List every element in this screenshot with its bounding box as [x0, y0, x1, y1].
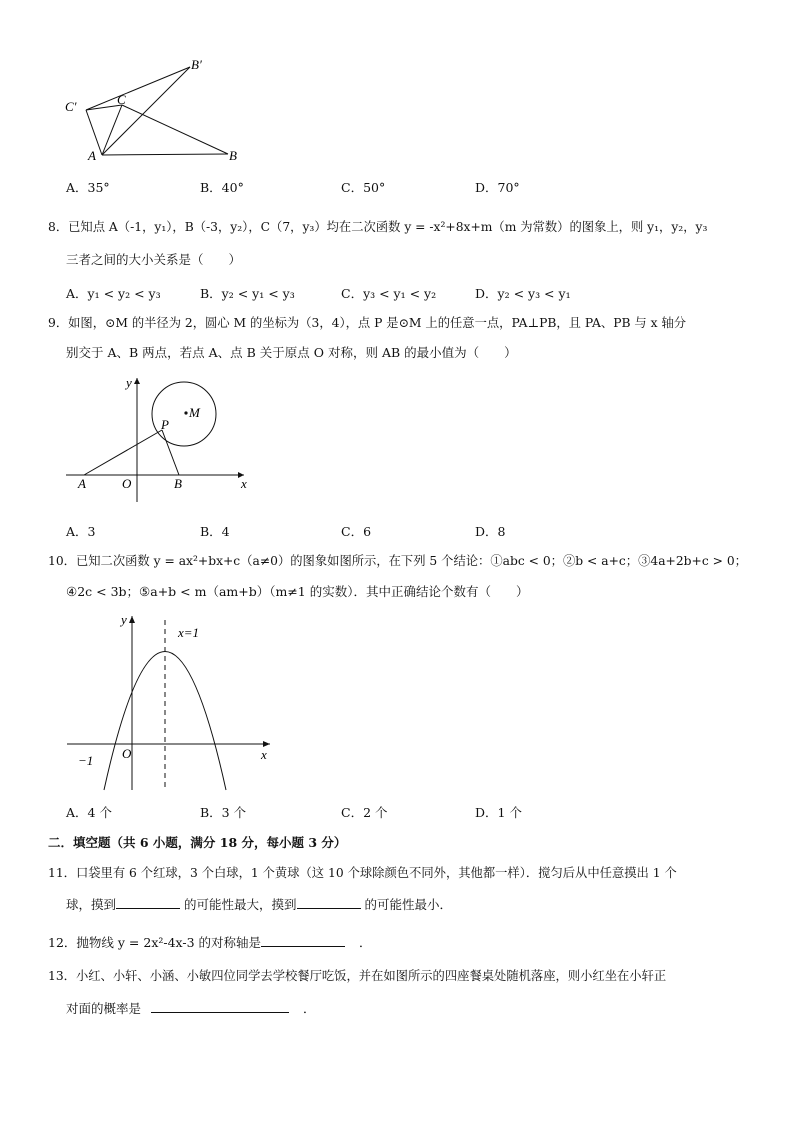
q13-blank[interactable]	[151, 1000, 289, 1013]
q9-stem-line1: 9．如图，⊙M 的半径为 2，圆心 M 的坐标为（3，4），点 P 是⊙M 上的任意一点，PA⊥PB，且 PA、PB 与 x 轴分	[48, 316, 687, 330]
q10-option-c[interactable]: C．2 个	[341, 805, 388, 820]
label-axis: x=1	[178, 625, 200, 640]
q8-stem-line2: 三者之间的大小关系是（ ）	[66, 252, 242, 267]
q11-text-3: 的可能性最小．	[364, 897, 453, 912]
q9-option-d[interactable]: D．8	[475, 524, 506, 539]
q9-stem-line2: 别交于 A、B 两点，若点 A、点 B 关于原点 O 对称，则 AB 的最小值为（ ）	[66, 345, 517, 360]
q10-stem-line1: 10．已知二次函数 y = ax²+bx+c（a≠0）的图象如图所示，在下列 5 个结论：①abc < 0；②b < a+c；③4a+2b+c > 0；	[48, 554, 747, 568]
q12-blank[interactable]	[261, 934, 345, 947]
q12-end: ．	[359, 935, 372, 950]
q13-end: ．	[302, 1001, 316, 1016]
q7-option-c[interactable]: C．50°	[341, 180, 386, 195]
label-b-prime: B′	[191, 57, 202, 72]
q13-stem-line2	[66, 1000, 316, 1018]
q10-option-a[interactable]: A．4 个	[66, 805, 112, 820]
q9-figure	[60, 370, 260, 505]
q8-option-a[interactable]: A．y₁ < y₂ < y₃	[66, 286, 161, 301]
label-b: B	[174, 476, 182, 491]
q9-option-b[interactable]: B．4	[200, 524, 230, 539]
q11-stem-line2	[66, 896, 452, 914]
q7-option-b[interactable]: B．40°	[200, 180, 244, 195]
q10-stem-line2: ④2c < 3b；⑤a+b < m（am+b）（m≠1 的实数）．其中正确结论个数有（ ）	[66, 584, 529, 599]
label-o: O	[122, 746, 132, 761]
label-b: B	[229, 148, 237, 163]
label-c: C	[117, 92, 126, 107]
label-a: A	[78, 476, 86, 491]
q13-stem-line1: 13．小红、小轩、小涵、小敏四位同学去学校餐厅吃饭，并在如图所示的四座餐桌处随机落座，则小红坐在小轩正	[48, 969, 667, 983]
section-2-title: 二．填空题（共 6 小题，满分 18 分，每小题 3 分）	[48, 835, 347, 850]
q11-blank-1[interactable]	[116, 896, 180, 909]
label-p: P	[161, 417, 169, 432]
label-o: O	[122, 476, 132, 491]
q10-option-d[interactable]: D．1 个	[475, 805, 522, 820]
label-x: x	[261, 747, 267, 762]
label-y: y	[126, 375, 132, 390]
label-c-prime: C′	[65, 99, 77, 114]
q7-figure	[60, 55, 260, 165]
q12-text: 12．抛物线 y = 2x²-4x-3 的对称轴是	[48, 935, 262, 950]
label-y: y	[121, 612, 127, 627]
q11-stem-line1: 11．口袋里有 6 个红球，3 个白球，1 个黄球（这 10 个球除颜色不同外，其他都一样）．搅匀后从中任意摸出 1 个	[48, 866, 677, 880]
q10-figure	[60, 608, 280, 793]
q11-text-2: 的可能性最大，摸到	[184, 897, 297, 912]
q13-text: 对面的概率是	[66, 1001, 142, 1016]
label-neg1: −1	[78, 753, 94, 768]
label-x: x	[241, 476, 247, 491]
q11-blank-2[interactable]	[297, 896, 361, 909]
q12-stem	[48, 934, 372, 952]
label-m: M	[189, 405, 200, 420]
q8-stem-line1: 8．已知点 A（-1，y₁），B（-3，y₂），C（7，y₃）均在二次函数 y = -x²+8x+m（m 为常数）的图象上，则 y₁，y₂，y₃	[48, 220, 708, 234]
q7-option-a[interactable]: A．35°	[66, 180, 110, 195]
q8-option-d[interactable]: D．y₂ < y₃ < y₁	[475, 286, 571, 301]
q9-option-a[interactable]: A．3	[66, 524, 96, 539]
q10-option-b[interactable]: B．3 个	[200, 805, 247, 820]
label-a: A	[88, 148, 96, 163]
q9-option-c[interactable]: C．6	[341, 524, 372, 539]
q8-option-b[interactable]: B．y₂ < y₁ < y₃	[200, 286, 295, 301]
q7-option-d[interactable]: D．70°	[475, 180, 520, 195]
q8-option-c[interactable]: C．y₃ < y₁ < y₂	[341, 286, 437, 301]
q11-text-1: 球，摸到	[66, 897, 117, 912]
